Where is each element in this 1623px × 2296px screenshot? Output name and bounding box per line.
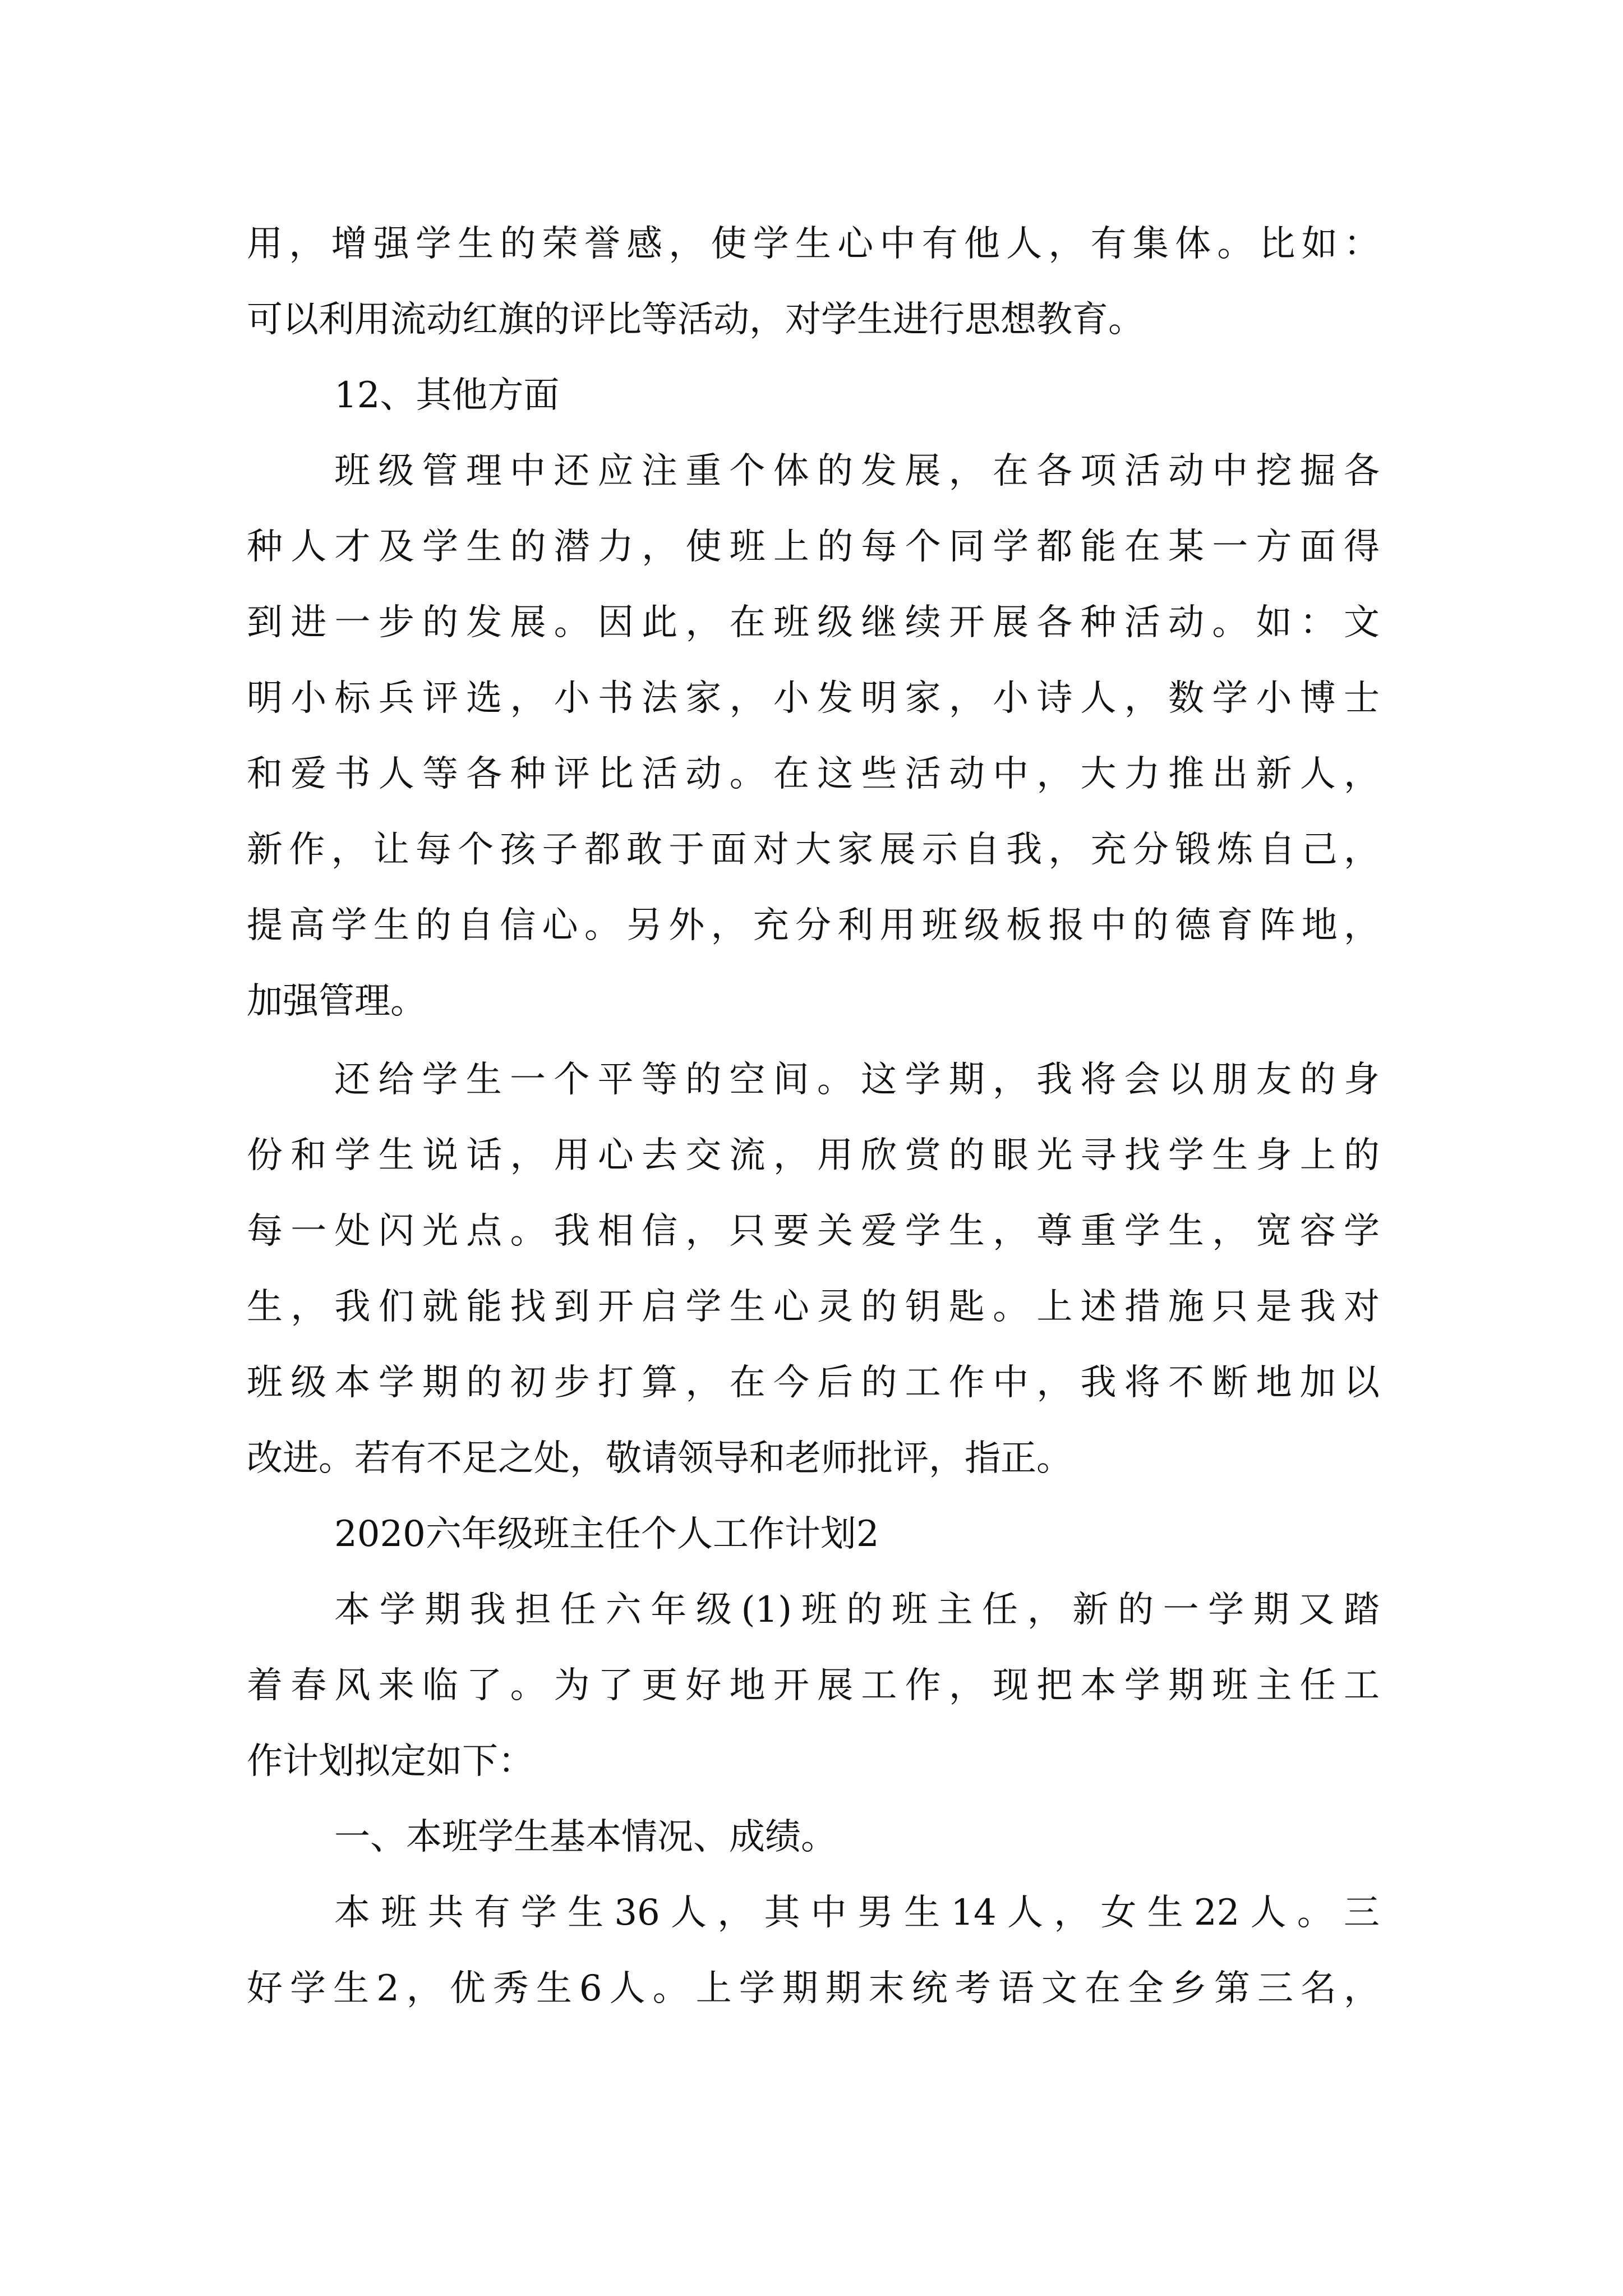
paragraph-line: 明小标兵评选，小书法家，小发明家，小诗人，数学小博士 [247, 678, 1380, 719]
paragraph-line: 本班共有学生36人，其中男生14人，女生22人。三 [334, 1892, 1380, 1934]
paragraph-line: 用，增强学生的荣誉感，使学生心中有他人，有集体。比如： [247, 223, 1380, 265]
paragraph-line: 着春风来临了。为了更好地开展工作，现把本学期班主任工 [247, 1665, 1380, 1706]
paragraph-line: 每一处闪光点。我相信，只要关爱学生，尊重学生，宽容学 [247, 1211, 1380, 1252]
paragraph-line: 作计划拟定如下： [247, 1741, 534, 1782]
paragraph-line: 和爱书人等各种评比活动。在这些活动中，大力推出新人， [247, 753, 1380, 795]
paragraph-line: 种人才及学生的潜力，使班上的每个同学都能在某一方面得 [247, 526, 1380, 568]
paragraph-line: 班级本学期的初步打算，在今后的工作中，我将不断地加以 [247, 1362, 1380, 1404]
paragraph-line: 班级管理中还应注重个体的发展，在各项活动中挖掘各 [334, 450, 1380, 492]
section-heading: 12、其他方面 [334, 375, 560, 416]
paragraph-line: 加强管理。 [247, 981, 426, 1022]
paragraph-line: 好学生2，优秀生6人。上学期期末统考语文在全乡第三名， [247, 1968, 1380, 2009]
paragraph-line: 本学期我担任六年级(1)班的班主任，新的一学期又踏 [334, 1589, 1380, 1631]
paragraph-line: 提高学生的自信心。另外，充分利用班级板报中的德育阵地， [247, 905, 1380, 946]
section-heading: 一、本班学生基本情况、成绩。 [334, 1816, 837, 1858]
paragraph-line: 到进一步的发展。因此，在班级继续开展各种活动。如：文 [247, 602, 1380, 643]
paragraph-line: 份和学生说话，用心去交流，用欣赏的眼光寻找学生身上的 [247, 1135, 1380, 1176]
document-title: 2020六年级班主任个人工作计划2 [334, 1513, 879, 1555]
paragraph-line: 还给学生一个平等的空间。这学期，我将会以朋友的身 [334, 1059, 1380, 1101]
paragraph-line: 新作，让每个孩子都敢于面对大家展示自我，充分锻炼自己， [247, 829, 1380, 871]
paragraph-line: 生，我们就能找到开启学生心灵的钥匙。上述措施只是我对 [247, 1286, 1380, 1328]
paragraph-line: 改进。若有不足之处，敬请领导和老师批评，指正。 [247, 1438, 1072, 1479]
paragraph-line: 可以利用流动红旗的评比等活动，对学生进行思想教育。 [247, 299, 1144, 341]
